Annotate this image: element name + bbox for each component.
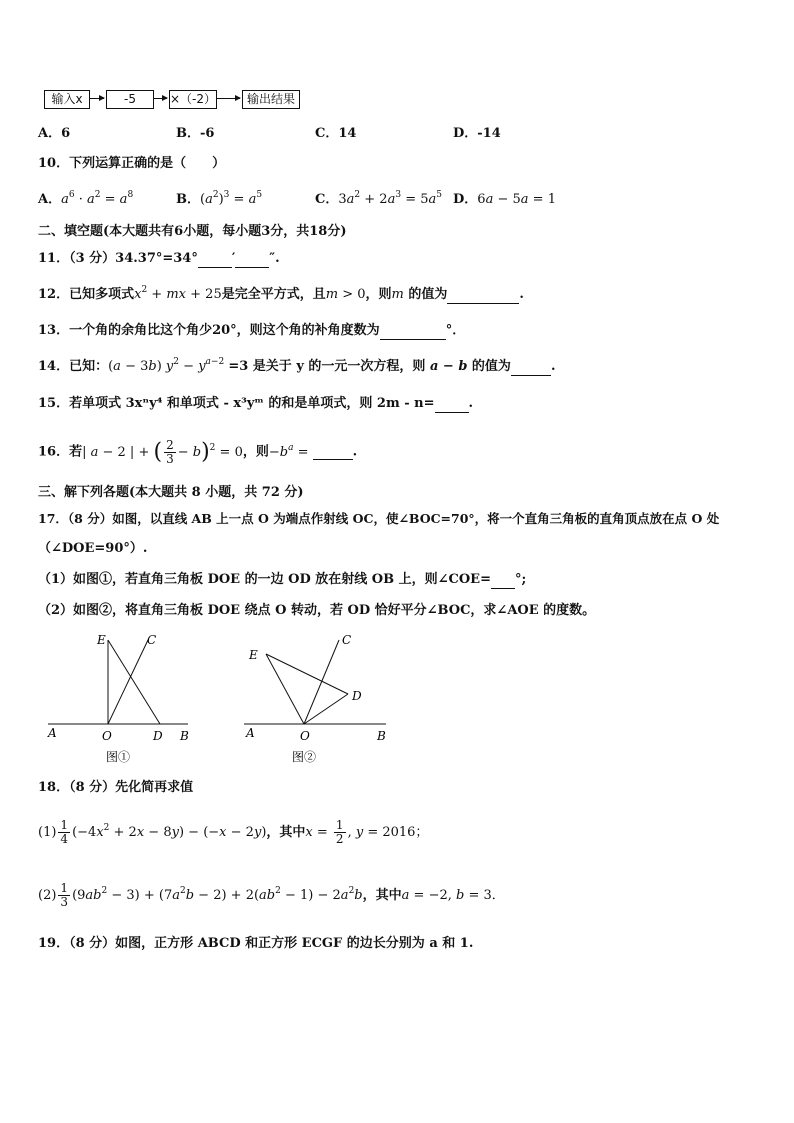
q18-part2: (2) $\frac{1}{3}$ $(9ab^2 - 3) + (7a^2b - 2) + 2(ab^2 - 1) - 2a^2b$，其中a = −2, b = 3．	[38, 881, 505, 909]
fig1-label-e: E	[97, 633, 106, 647]
q9-option-b: B．-6	[176, 126, 215, 141]
q14: 14．已知：(a − 3b) $y^2 - y^{a-2} =3$ 是关于 y 的一元一次方程，则 a − b 的值为 .	[38, 357, 556, 374]
q17-line1: 17．（8 分）如图，以直线 AB 上一点 O 为端点作射线 OC，使∠BOC=70°，将一个直角三角板的直角顶点放在点 O 处	[38, 511, 720, 526]
fig1-label-b: B	[180, 729, 189, 743]
section-3-heading: 三、解下列各题(本大题共 8 小题，共 72 分)	[38, 485, 304, 500]
fig1-label-d: D	[153, 729, 163, 743]
fig2-label-e: E	[249, 648, 258, 662]
q9-option-d: D．-14	[453, 126, 501, 141]
q12: 12．已知多项式$x^2$ + mx + 25是完全平方式，且m > 0，则m 的值为 .	[38, 285, 524, 302]
q11-blank-minutes[interactable]	[198, 253, 232, 268]
q15: 15．若单项式 3xⁿy⁴ 和单项式 - x³yᵐ 的和是单项式，则 2m - n= .	[38, 396, 474, 411]
q17-part2: （2）如图②，将直角三角板 DOE 绕点 O 转动，若 OD 恰好平分∠BOC，求∠AOE 的度数。	[38, 603, 596, 618]
q11-blank-seconds[interactable]	[235, 253, 269, 268]
q9-option-c: C．14	[315, 126, 357, 141]
flow-arrow	[89, 98, 104, 99]
q9-option-a: A．6	[38, 126, 71, 141]
q15-blank[interactable]	[435, 398, 469, 413]
fig2-label-c: C	[342, 633, 352, 647]
flow-subtract-box: -5	[106, 90, 154, 109]
flow-arrow	[153, 98, 167, 99]
fig2-label-a: A	[246, 726, 255, 740]
q16: 16．若| a − 2 | + ( $\frac{2}{3}$ − b)$^2$ = 0，则$-b^a$ = .	[38, 437, 358, 466]
q10-option-b: B．$(a^2)^3 = a^5$	[176, 190, 263, 207]
flow-input-box: 输入x	[44, 90, 90, 109]
fig1-label-a: A	[48, 726, 57, 740]
q16-blank[interactable]	[313, 445, 353, 460]
q10-option-d: D．6a − 5a = 1	[453, 192, 556, 207]
q14-blank[interactable]	[511, 361, 551, 376]
q10-stem: 10．下列运算正确的是（ ）	[38, 156, 226, 171]
fig2-label-d: D	[352, 689, 362, 703]
fig1-label-c: C	[147, 633, 157, 647]
q19: 19．（8 分）如图，正方形 ABCD 和正方形 ECGF 的边长分别为 a 和 1.	[38, 936, 474, 951]
q10-option-c: C．$3a^2 + 2a^3 = 5a^5$	[315, 190, 443, 207]
q13-blank[interactable]	[380, 325, 446, 340]
figure-1	[40, 628, 195, 768]
figure-2	[236, 628, 396, 768]
flow-multiply-box: ×（-2）	[169, 90, 217, 109]
fig2-caption: 图②	[292, 750, 317, 764]
fig1-label-o: O	[102, 729, 112, 743]
fig2-label-o: O	[300, 729, 310, 743]
q10-option-a: A．$a^6 \cdot a^2 = a^8$	[38, 190, 134, 207]
fig1-caption: 图①	[106, 750, 131, 764]
flow-arrow	[216, 98, 240, 99]
flow-output-box: 输出结果	[242, 90, 300, 109]
fig2-label-b: B	[377, 729, 386, 743]
q17-part1: （1）如图①，若直角三角板 DOE 的一边 OD 放在射线 OB 上，则∠COE= °;	[38, 572, 527, 587]
q17-blank[interactable]	[491, 574, 515, 589]
q18-title: 18．（8 分）先化简再求值	[38, 780, 194, 795]
q13: 13．一个角的余角比这个角少20°，则这个角的补角度数为 °．	[38, 323, 466, 338]
q11: 11．（3 分）34.37°=34° ′ ″.	[38, 251, 280, 266]
section-2-heading: 二、填空题(本大题共有6小题，每小题3分，共18分)	[38, 224, 347, 239]
q12-blank[interactable]	[447, 289, 519, 304]
q17-line2: （∠DOE=90°）.	[38, 541, 148, 556]
q18-part1: (1) $\frac{1}{4}$ $(-4x^2 + 2x - 8y) - (-x - 2y)$，其中x = $\frac{1}{2}$ , y = 2016；	[38, 818, 429, 846]
